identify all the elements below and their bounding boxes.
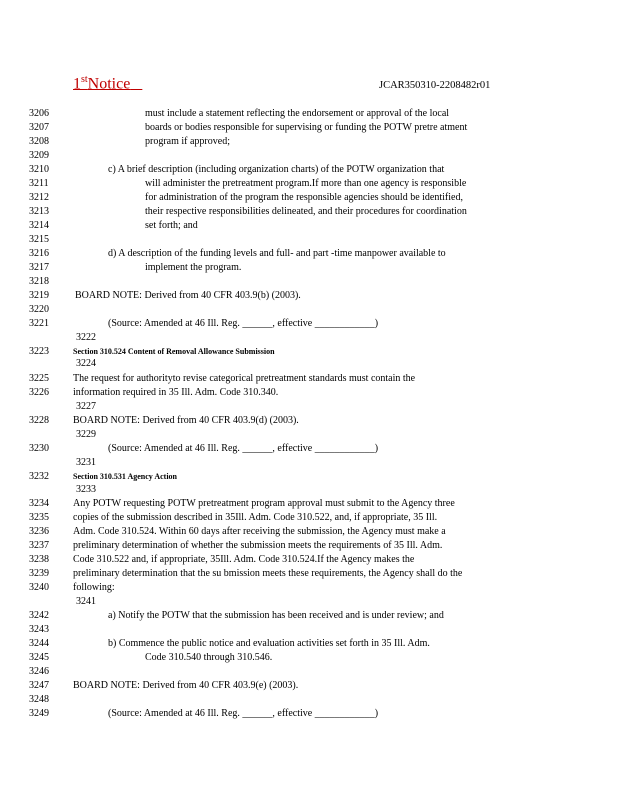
text-line: 3227: [76, 401, 96, 412]
line-number: 3237: [29, 540, 49, 551]
line-number: 3220: [29, 304, 49, 315]
notice-ordinal: st: [81, 74, 88, 85]
text-line: must include a statement reflecting the endorsement or approval of the local: [145, 108, 450, 119]
text-line: implement the program.: [145, 262, 242, 273]
text-line: their respective responsibilities delineated, and their procedures for coordination: [145, 206, 467, 217]
line-number: 3208: [29, 136, 49, 147]
line-number: 3226: [29, 387, 49, 398]
line-number: 3211: [29, 178, 49, 189]
text-line: 3241: [76, 596, 96, 607]
text-line: The request for authorityto revise categorical pretreatment standards must contain the: [73, 373, 416, 384]
line-number: 3206: [29, 108, 49, 119]
text-line: Any POTW requesting POTW pretreatment program approval must submit to the Agency three: [73, 498, 455, 509]
line-number: 3232: [29, 471, 49, 482]
text-line: Code 310.522 and, if appropriate, 35Ill. Adm. Code 310.524.If the Agency makes the: [73, 554, 415, 565]
line-number: 3212: [29, 192, 49, 203]
text-line: (Source: Amended at 46 Ill. Reg. ______, effective ____________): [108, 443, 379, 454]
document-id: JCAR350310-2208482r01: [379, 80, 491, 91]
line-number: 3216: [29, 248, 49, 259]
text-line: (Source: Amended at 46 Ill. Reg. ______, effective ____________): [108, 318, 379, 329]
text-line: 3222: [76, 332, 96, 343]
text-line: for administration of the program the responsible agencies should be identified,: [145, 192, 463, 203]
line-number: 3215: [29, 234, 49, 245]
text-line: 3224: [76, 358, 96, 369]
line-number: 3246: [29, 666, 49, 677]
line-number: 3236: [29, 526, 49, 537]
text-line: Adm. Code 310.524. Within 60 days after receiving the submission, the Agency must make a: [73, 526, 446, 537]
text-line: Code 310.540 through 310.546.: [145, 652, 273, 663]
line-number: 3230: [29, 443, 49, 454]
notice-label: Notice: [87, 75, 131, 93]
line-number: 3244: [29, 638, 49, 649]
line-number: 3223: [29, 346, 49, 357]
notice-heading: [73, 74, 142, 93]
line-number: 3217: [29, 262, 49, 273]
line-number: 3247: [29, 680, 49, 691]
line-number: 3218: [29, 276, 49, 287]
line-number: 3248: [29, 694, 49, 705]
text-line: (Source: Amended at 46 Ill. Reg. ______, effective ____________): [108, 708, 379, 719]
line-number: 3219: [29, 290, 49, 301]
line-number: 3209: [29, 150, 49, 161]
text-line: program if approved;: [145, 136, 230, 147]
text-line: 3233: [76, 484, 96, 495]
line-number: 3225: [29, 373, 49, 384]
line-number: 3213: [29, 206, 49, 217]
text-line: preliminary determination that the su bmission meets these requirements, the Agency shall do the: [73, 568, 463, 579]
text-line: 3231: [76, 457, 96, 468]
line-number: 3242: [29, 610, 49, 621]
line-number: 3240: [29, 582, 49, 593]
line-number: 3207: [29, 122, 49, 133]
text-line: boards or bodies responsible for supervising or funding the POTW pretre atment: [145, 122, 468, 133]
text-line: following:: [73, 582, 115, 593]
line-number: 3214: [29, 220, 49, 231]
section-heading: Section 310.531 Agency Action: [73, 472, 177, 481]
notice-number: 1: [73, 75, 81, 93]
line-number: 3245: [29, 652, 49, 663]
text-line: information required in 35 Ill. Adm. Code 310.340.: [73, 387, 279, 398]
section-heading: Section 310.524 Content of Removal Allowance Submission: [73, 347, 275, 356]
text-line: set forth; and: [145, 220, 198, 231]
text-line: BOARD NOTE: Derived from 40 CFR 403.9(e) (2003).: [73, 680, 299, 691]
text-line: will administer the pretreatment program.If more than one agency is responsible: [145, 178, 467, 189]
text-line: copies of the submission described in 35Ill. Adm. Code 310.522, and, if appropriate, 35 Ill.: [73, 512, 438, 523]
text-line: 3229: [76, 429, 96, 440]
line-number: 3235: [29, 512, 49, 523]
text-line: b) Commence the public notice and evaluation activities set forth in 35 Ill. Adm.: [108, 638, 430, 649]
text-line: a) Notify the POTW that the submission has been received and is under review; and: [108, 610, 444, 621]
line-number: 3234: [29, 498, 49, 509]
text-line: c) A brief description (including organization charts) of the POTW organization that: [108, 164, 445, 175]
text-line: d) A description of the funding levels and full- and part -time manpower available to: [108, 248, 446, 259]
line-number: 3249: [29, 708, 49, 719]
line-number: 3243: [29, 624, 49, 635]
line-number: 3221: [29, 318, 49, 329]
line-number: 3239: [29, 568, 49, 579]
text-line: BOARD NOTE: Derived from 40 CFR 403.9(b) (2003).: [75, 290, 301, 301]
text-line: BOARD NOTE: Derived from 40 CFR 403.9(d) (2003).: [73, 415, 299, 426]
line-number: 3228: [29, 415, 49, 426]
line-number: 3238: [29, 554, 49, 565]
line-number: 3210: [29, 164, 49, 175]
text-line: preliminary determination of whether the submission meets the requirements of 35 Ill. Adm.: [73, 540, 443, 551]
